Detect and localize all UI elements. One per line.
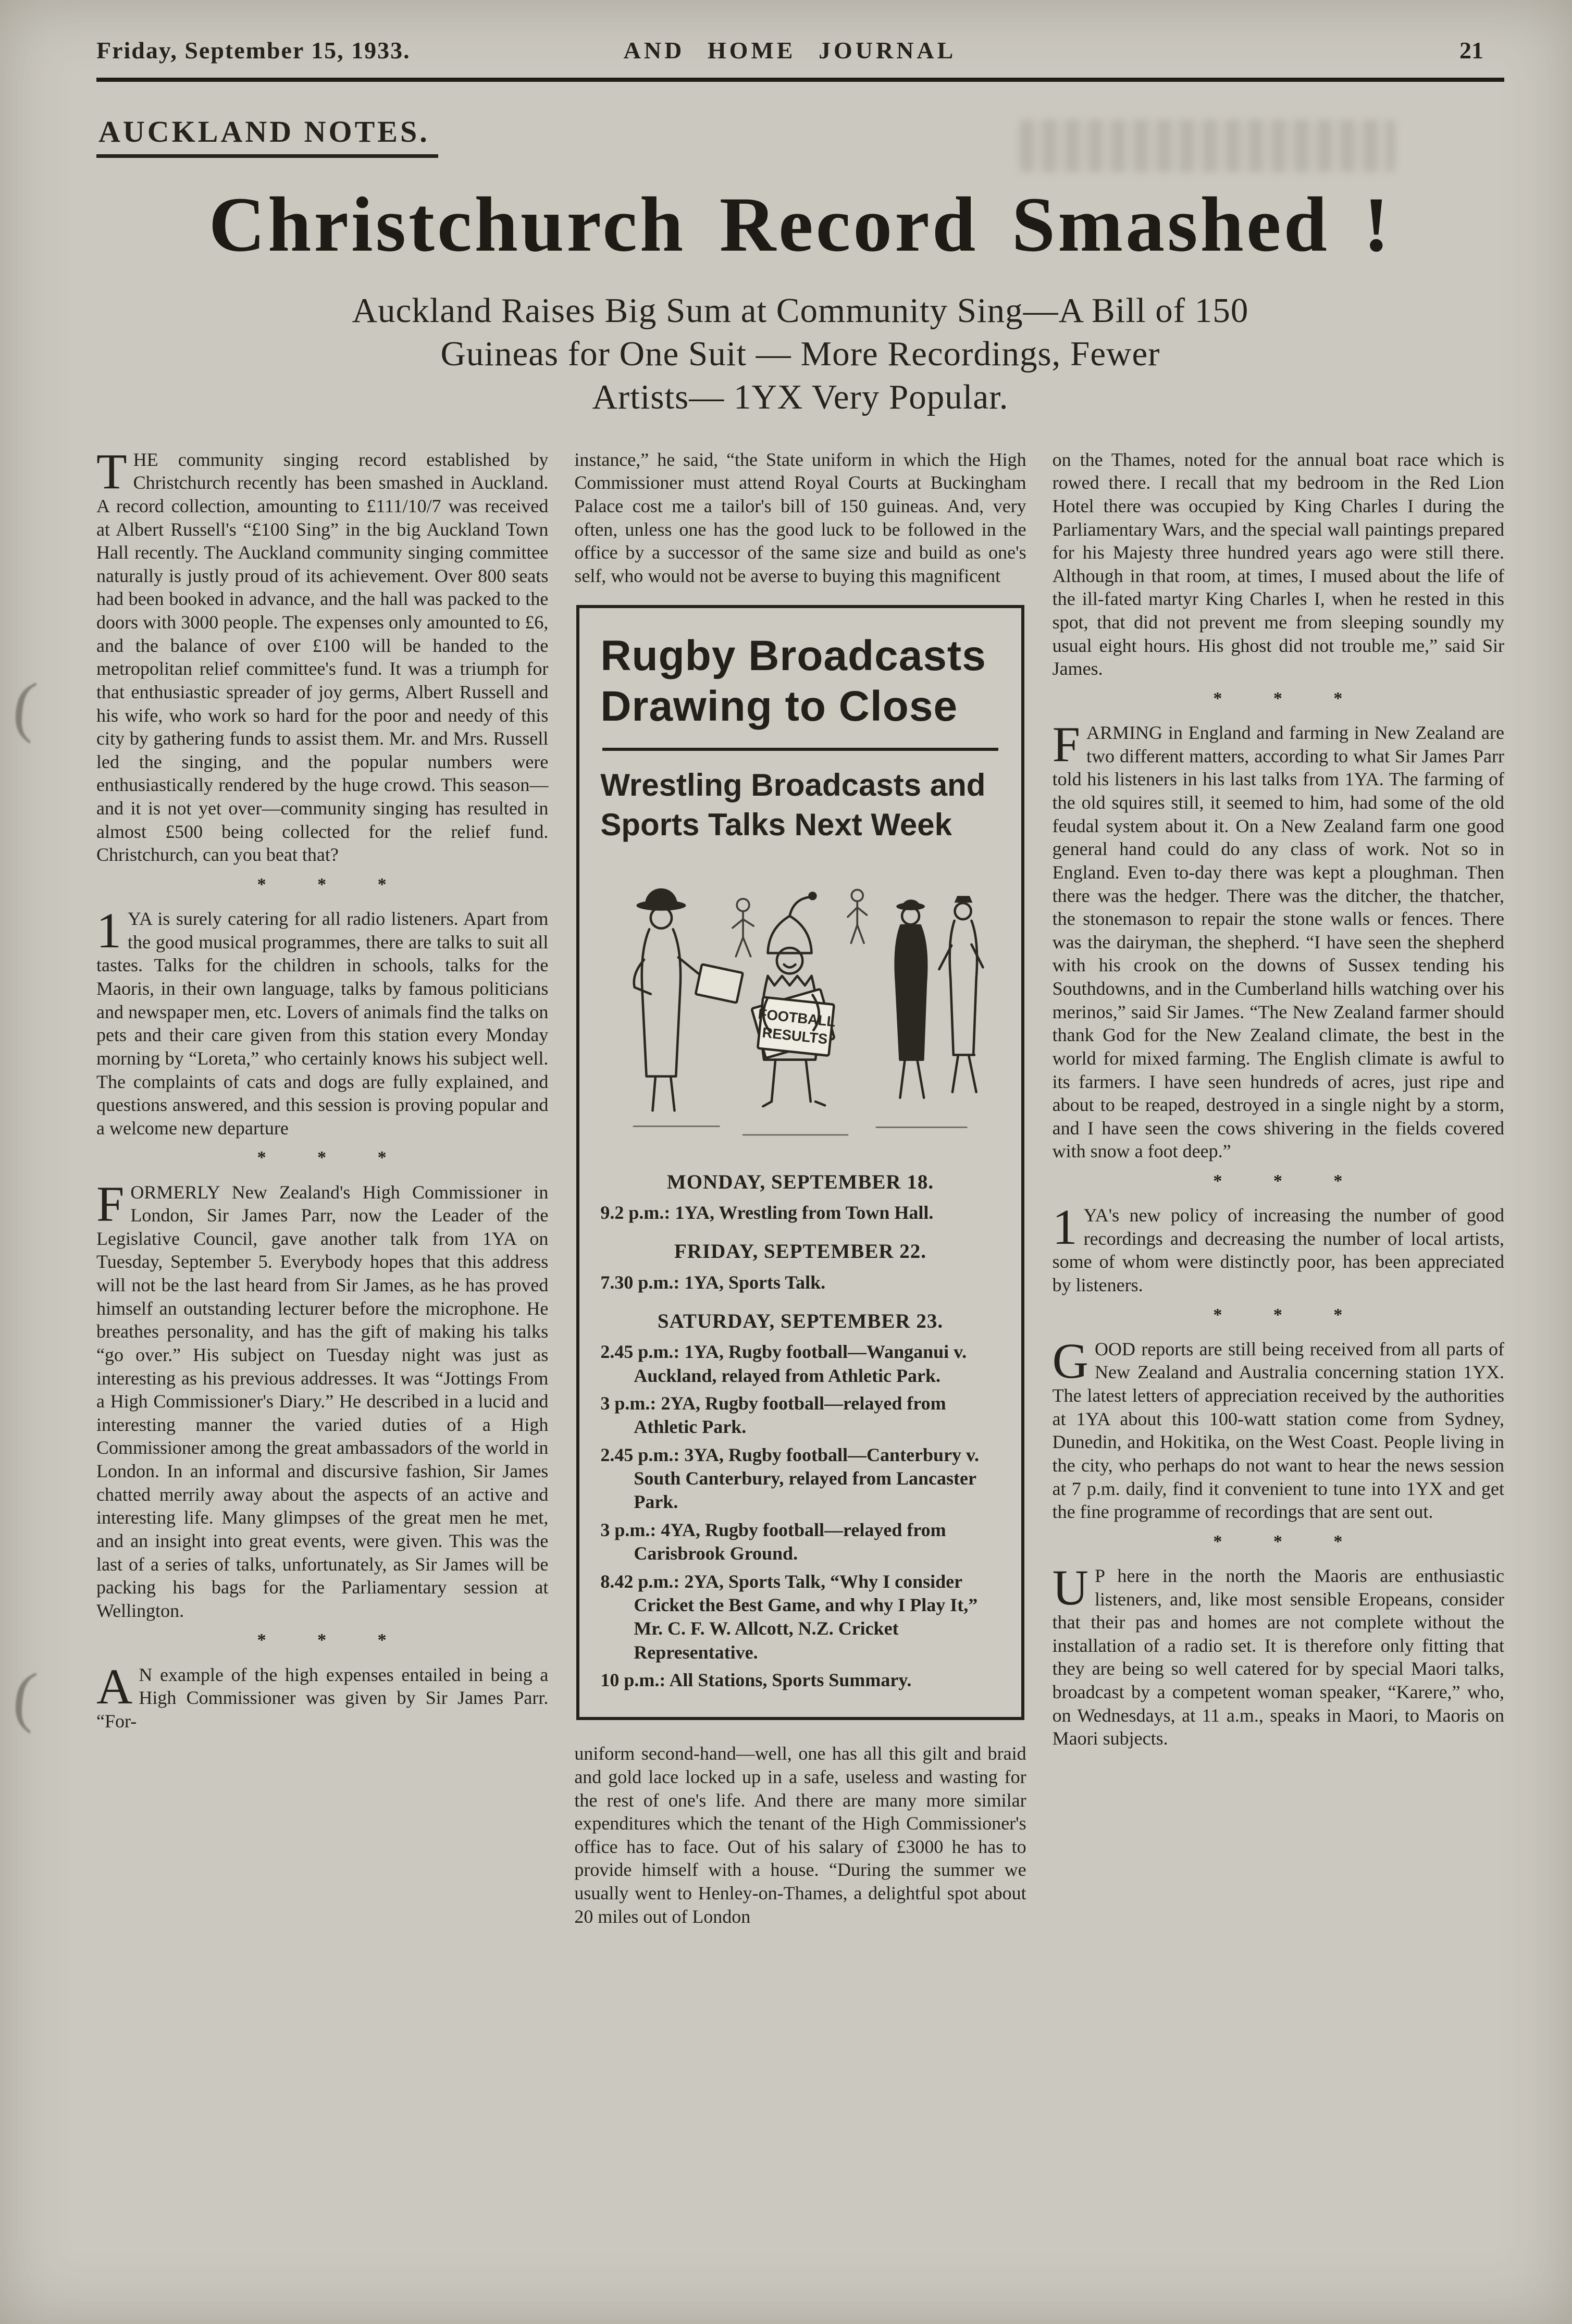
illustration-text-line1: FOOTBALL xyxy=(757,1005,837,1030)
masthead xyxy=(96,36,1504,64)
headline: Christchurch Record Smashed ! xyxy=(208,181,1392,268)
section-separator: * * * xyxy=(1213,1171,1344,1191)
schedule-item: 10 p.m.: All Stations, Sports Summary. xyxy=(600,1670,912,1690)
article-paragraph xyxy=(1052,1332,1504,1524)
box-subtitle-line: Wrestling Broadcasts and xyxy=(600,767,986,802)
article-columns xyxy=(96,443,1504,1935)
box-subtitle xyxy=(600,765,1000,844)
schedule-item: 3 p.m.: 4YA, Rugby football—relayed from Carisbrook Ground. xyxy=(600,1519,946,1564)
article-paragraph: on the Thames, noted for the annual boat race which is rowed there. I recall that my bedroom in the Red Lion Hotel there was occupied by King Charles I during the Parliamentary Wars, and the special wall paintings prepared for his Majesty three hundred years ago were still there. Although in that room, at times, I mused about the life of the ill-fated martyr King Charles I, when he rested in this spot, that did not prevent me from sleeping soundly my usual eight hours. His ghost did not trouble me,” said Sir James. xyxy=(1052,449,1504,679)
article-paragraph xyxy=(96,1658,549,1733)
header-rule xyxy=(96,78,1504,82)
box-rule xyxy=(602,748,998,751)
schedule-item: 2.45 p.m.: 3YA, Rugby football—Canterbury v. South Canterbury, relayed from Lancaster Park. xyxy=(600,1444,980,1513)
article-paragraph xyxy=(96,443,549,867)
paragraph-text: YA's new policy of increasing the number of good recordings and decreasing the number of local artists, some of whom were distinctly poor, has been appreciated by listeners. xyxy=(1052,1205,1504,1296)
section-separator: * * * xyxy=(1213,1531,1344,1551)
walking-men-figures xyxy=(896,896,983,1098)
drop-cap: T xyxy=(96,443,127,499)
margin-mark: ( xyxy=(9,1658,40,1735)
section-separator: * * * xyxy=(257,874,388,894)
article-paragraph xyxy=(1052,716,1504,1163)
illustration-text-line2: RESULTS xyxy=(761,1024,829,1047)
drop-cap: A xyxy=(96,1658,133,1714)
subheadline-line: Auckland Raises Big Sum at Community Sing—A Bill of 150 xyxy=(352,291,1249,330)
broadcast-schedule xyxy=(600,1170,1000,1692)
section-heading: AUCKLAND NOTES. xyxy=(96,114,438,158)
section-separator: * * * xyxy=(1213,1305,1344,1325)
article-paragraph xyxy=(96,903,549,1140)
drop-cap: G xyxy=(1052,1332,1088,1389)
section-separator: * * * xyxy=(257,1630,388,1650)
column-3 xyxy=(1053,448,1504,1935)
schedule-item: 2.45 p.m.: 1YA, Rugby football—Wanganui v. Auckland, relayed from Athletic Park. xyxy=(600,1341,967,1386)
section-separator: * * * xyxy=(1213,688,1344,708)
bowler-hat-man-figure xyxy=(634,888,743,1111)
subheadline-line: Artists— 1YX Very Popular. xyxy=(592,377,1009,416)
jester-figure xyxy=(752,892,836,1106)
issue-date: Friday, September 15, 1933. xyxy=(96,37,411,64)
paragraph-text: N example of the high expenses entailed in being a High Commissioner was given by Sir James Parr. “For- xyxy=(96,1664,549,1732)
crowd-illustration xyxy=(600,860,1000,1155)
schedule-item: 9.2 p.m.: 1YA, Wrestling from Town Hall. xyxy=(600,1202,934,1223)
schedule-item: 8.42 p.m.: 2YA, Sports Talk, “Why I consider Cricket the Best Game, and why I Play It,” Mr. C. F. W. Allcott, N.Z. Cricket Representative. xyxy=(600,1571,978,1663)
box-subtitle-line: Sports Talks Next Week xyxy=(600,807,952,842)
article-paragraph: uniform second-hand—well, one has all this gilt and braid and gold lace locked up in a safe, useless and wasting for the rest of one's life. And there are many more similar expenditures which the tenant of the High Commissioner's office has to face. Out of his salary of £3000 he has to provide himself with a house. “During the summer we usually went to Henley-on-Thames, a delightful spot about 20 miles out of London xyxy=(574,1743,1026,1927)
box-title-line: Drawing to Close xyxy=(600,683,958,731)
ground-strokes xyxy=(634,1127,967,1135)
drop-cap: F xyxy=(96,1176,125,1232)
paragraph-text: ARMING in England and farming in New Zealand are two different matters, according to what Sir James Parr told his listeners in his last talks from 1YA. The farming of the old squires still, it seemed to him, had some of the old feudal system about it. On a New Zealand farm one good general hand could do any class of work. Not so in England. Even to-day there was kept a ploughman. Then there was the hedger. There was the ditcher, the thatcher, the stonemason to repair the stone walls or fences. There was the dairyman, the shepherd. “I have seen the shepherd with his crook on the downs of Sussex tending his Southdowns, and in the Cumberland hills watching over his merinos,” said Sir James. “The New Zealand farmer should thank God for the New Zealand climate, the best in the world for mixed farming. The English climate is awful to its farmers. I have seen hundreds of acres, just ripe and about to be reaped, destroyed in a single night by a storm, and I have seen the cows shivering in the fields covered with snow a foot deep.” xyxy=(1052,722,1504,1162)
schedule-item: 7.30 p.m.: 1YA, Sports Talk. xyxy=(600,1271,826,1293)
ink-smudge xyxy=(1020,120,1395,172)
drop-cap: U xyxy=(1052,1559,1088,1615)
schedule-day-heading: MONDAY, SEPTEMBER 18. xyxy=(666,1170,934,1193)
subheadline xyxy=(201,289,1400,419)
rugby-broadcasts-box xyxy=(576,605,1024,1720)
paragraph-text: YA is surely catering for all radio listeners. Apart from the good musical programmes, there are talks to suit all tastes. Talks for the children in schools, talks for the Maoris, in their own language, talks by famous politicians and newspaper men, etc. Lovers of animals find the talks on pets and their care given from this station every Monday morning by “Loreta,” who certainly knows his subject well. The complaints of cats and dogs are fully explained, and questions answered, and this session is proving popular and a welcome new departure xyxy=(96,908,549,1139)
article-paragraph xyxy=(96,1176,549,1623)
drop-cap: F xyxy=(1052,716,1081,773)
page-number: 21 xyxy=(1459,37,1484,64)
schedule-day-heading: SATURDAY, SEPTEMBER 23. xyxy=(657,1309,944,1332)
drop-cap: 1 xyxy=(1052,1199,1078,1255)
drop-cap: 1 xyxy=(96,903,121,959)
subheadline-line: Guineas for One Suit — More Recordings, Fewer xyxy=(440,334,1160,373)
box-title-line: Rugby Broadcasts xyxy=(600,632,986,680)
journal-title: AND HOME JOURNAL xyxy=(623,37,957,64)
paragraph-text: P here in the north the Maoris are enthusiastic listeners, and, like most sensible Eropeans, consider that their pas and homes are not complete without the installation of a radio set. It is therefore only fitting that they are being so well catered for by special Maori talks, broadcast by a competent woman speaker, “Karere,” who, on Wednesdays, at 11 a.m., speaks in Maori, to Maoris on Maori subjects. xyxy=(1052,1565,1504,1749)
margin-mark: ( xyxy=(9,667,40,745)
column-1 xyxy=(96,443,549,1935)
box-title xyxy=(600,631,1000,732)
paragraph-text: HE community singing record established by Christchurch recently has been smashed in Auckland. A record collection, amounting to £111/10/7 was received at Albert Russell's “£100 Sing” in the big Auckland Town Hall recently. The Auckland community singing committee naturally is justly proud of its achievement. Over 800 seats had been booked in advance, and the hall was packed to the doors with 3000 people. The expenses only amounted to £6, and the balance of over £100 will be handed to the metropolitan relief committee's fund. It was a triumph for that enthusiastic spreader of joy germs, Albert Russell and his wife, who work so hard for the poor and needy of this city by gathering funds to assist them. Mr. and Mrs. Russell led the singing, and the popular numbers were enthusiastically rendered by the huge crowd. This season—and it is not yet over—community singing has resulted in almost £500 being collected for the relief fund. Christchurch, can you beat that? xyxy=(96,449,549,866)
paragraph-text: ORMERLY New Zealand's High Commissioner in London, Sir James Parr, now the Leader of the Legislative Council, gave another talk from 1YA on Tuesday, September 5. Everybody hopes that this address will not be the last heard from Sir James, as he has proved himself an outstanding lecturer before the microphone. He breathes personality, and has the gift of making his talks “go over.” His subject on Tuesday night was just as interesting as his previous addresses. It was “Jottings From a High Commissioner's Diary.” He described in a lucid and interesting manner the varied duties of a High Commissioner among the great ambassadors of the world in London. In an informal and discursive fashion, Sir James chatted merrily away about the aspects of an active and interesting life. Many glimpses of the great men he met, and an insight into great events, were given. This was the last of a series of talks, unfortunately, as Sir James will be packing his bags for the Parliamentary session at Wellington. xyxy=(96,1181,549,1621)
article-paragraph: instance,” he said, “the State uniform in which the High Commissioner must attend Royal Courts at Buckingham Palace cost me a tailor's bill of 150 guineas. And, very often, unless one has the good luck to be followed in the office by a successor of the same size and build as one's self, who would not be averse to buying this magnificent xyxy=(574,449,1026,586)
paragraph-text: OOD reports are still being received from all parts of New Zealand and Australia concerning station 1YX. The latest letters of appreciation received by the authorities at 1YA about this 100-watt station come from Sydney, Dunedin, and Hokitika, on the West Coast. People living in the city, who perhaps do not want to hear the news session at 7 p.m. daily, find it convenient to tune into 1YX and get the fine programme of recordings that are sent out. xyxy=(1052,1338,1504,1523)
article-paragraph xyxy=(1052,1199,1504,1297)
column-2 xyxy=(574,448,1026,1935)
section-separator: * * * xyxy=(257,1148,388,1168)
schedule-day-heading: FRIDAY, SEPTEMBER 22. xyxy=(674,1240,927,1263)
schedule-item: 3 p.m.: 2YA, Rugby football—relayed from Athletic Park. xyxy=(600,1393,946,1438)
article-paragraph xyxy=(1052,1559,1504,1750)
